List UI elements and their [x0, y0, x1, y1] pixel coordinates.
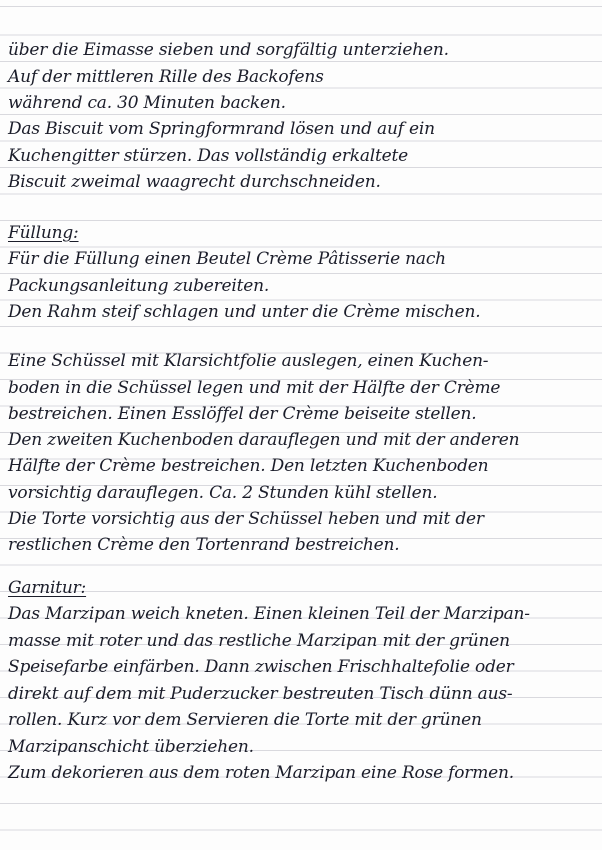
text-line: Biscuit zweimal waagrecht durchschneiden. — [8, 172, 381, 192]
text-line: vorsichtig darauflegen. Ca. 2 Stunden kühl stellen. — [8, 483, 438, 503]
text-line: rollen. Kurz vor dem Servieren die Torte mit der grünen — [8, 710, 482, 730]
text-line: Packungsanleitung zubereiten. — [8, 276, 270, 296]
section-heading-garnish: Garnitur: — [8, 578, 87, 598]
text-line: Kuchengitter stürzen. Das vollständig erkaltete — [8, 146, 409, 166]
text-line: Das Biscuit vom Springformrand lösen und auf ein — [8, 119, 435, 139]
text-line: Den zweiten Kuchenboden darauflegen und mit der anderen — [8, 430, 520, 450]
text-line: Eine Schüssel mit Klarsichtfolie auslegen, einen Kuchen- — [8, 351, 489, 371]
text-line: Hälfte der Crème bestreichen. Den letzten Kuchenboden — [8, 456, 489, 476]
text-line: Zum dekorieren aus dem roten Marzipan eine Rose formen. — [8, 763, 514, 783]
text-line: während ca. 30 Minuten backen. — [8, 93, 286, 113]
section-heading-filling: Füllung: — [8, 223, 79, 243]
text-line: Auf der mittleren Rille des Backofens — [8, 67, 324, 87]
text-line: direkt auf dem mit Puderzucker bestreuten Tisch dünn aus- — [8, 684, 513, 704]
text-line: Für die Füllung einen Beutel Crème Pâtisserie nach — [8, 249, 446, 269]
text-line: masse mit roter und das restliche Marzipan mit der grünen — [8, 631, 510, 651]
text-line: Marzipanschicht überziehen. — [8, 737, 254, 757]
text-line: Speisefarbe einfärben. Dann zwischen Frischhaltefolie oder — [8, 657, 514, 677]
text-line: restlichen Crème den Tortenrand bestreichen. — [8, 535, 400, 555]
text-line: boden in die Schüssel legen und mit der Hälfte der Crème — [8, 378, 501, 398]
text-line: über die Eimasse sieben und sorgfältig unterziehen. — [8, 40, 449, 60]
text-line: Das Marzipan weich kneten. Einen kleinen Teil der Marzipan- — [8, 604, 530, 624]
text-line: Den Rahm steif schlagen und unter die Crème mischen. — [8, 302, 481, 322]
text-line: bestreichen. Einen Esslöffel der Crème beiseite stellen. — [8, 404, 477, 424]
text-line: Die Torte vorsichtig aus der Schüssel heben und mit der — [8, 509, 484, 529]
